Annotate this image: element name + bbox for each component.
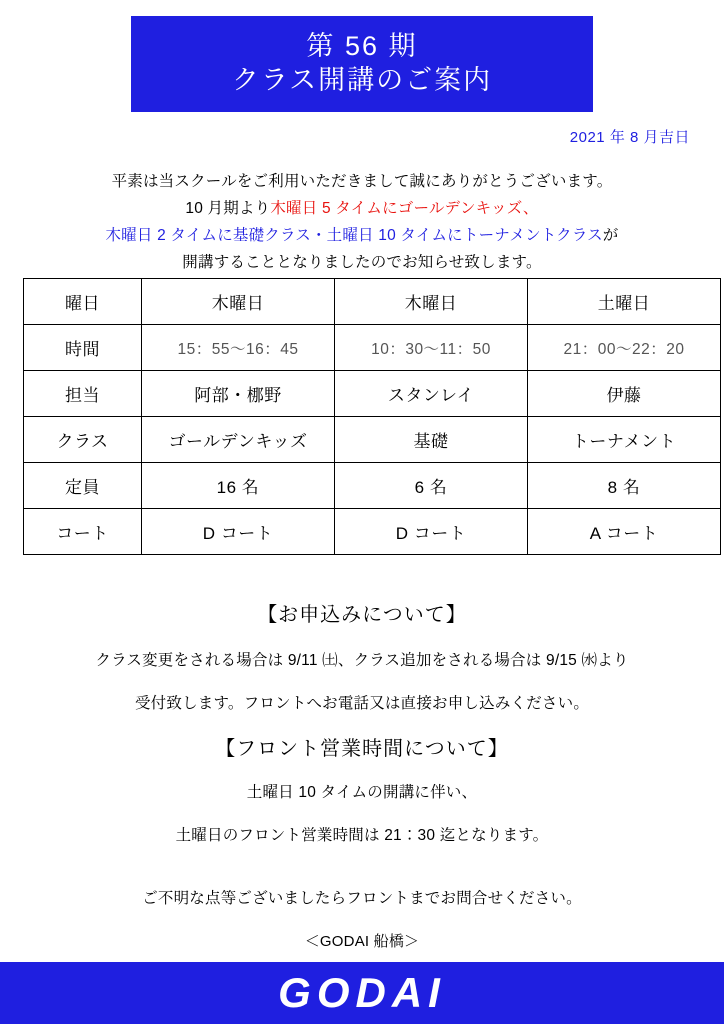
cell-capacity-2: 6 名: [335, 463, 528, 509]
cell-time-2: 10：30〜11：50: [335, 325, 528, 371]
intro-line-3-black: が: [602, 227, 619, 245]
intro-line-2-black: 10 月期より: [185, 200, 271, 218]
cell-time-1: 15：55〜16：45: [142, 325, 335, 371]
cell-class-3: トーナメント: [528, 417, 721, 463]
intro-line-2-red: 木曜日 5 タイムにゴールデンキッズ、: [270, 200, 539, 218]
cell-staff-1: 阿部・梛野: [142, 371, 335, 417]
intro-line-4: [0, 249, 724, 276]
intro-line-3: [0, 222, 724, 249]
table-row: [24, 509, 721, 555]
signature: ＜GODAI 船橋＞: [304, 933, 420, 950]
footer-bar: [0, 962, 724, 1024]
godai-logo: GODAI: [278, 969, 446, 1016]
cell-court-3: A コート: [528, 509, 721, 555]
table-row: [24, 325, 721, 371]
row-header-day: 曜日: [24, 279, 142, 325]
title-banner: [131, 16, 593, 112]
cell-day-2: 木曜日: [335, 279, 528, 325]
row-header-time: 時間: [24, 325, 142, 371]
cell-capacity-3: 8 名: [528, 463, 721, 509]
application-line-2: 受付致します。フロントへお電話又は直接お申し込みください。: [134, 695, 590, 712]
intro-paragraph: [0, 168, 724, 277]
table-row: [24, 463, 721, 509]
intro-line-4-text: 開講することとなりましたのでお知らせ致します。: [182, 254, 542, 272]
cell-class-1: ゴールデンキッズ: [142, 417, 335, 463]
front-desk-heading: 【フロント営業時間について】: [215, 738, 509, 760]
cell-day-1: 木曜日: [142, 279, 335, 325]
cell-staff-3: 伊藤: [528, 371, 721, 417]
intro-line-2: [0, 195, 724, 222]
intro-line-1-text: 平素は当スクールをご利用いただきまして誠にありがとうございます。: [111, 173, 613, 190]
table-row: [24, 371, 721, 417]
cell-court-2: D コート: [335, 509, 528, 555]
contact-note: ご不明な点等ございましたらフロントまでお問合せください。: [142, 890, 582, 907]
front-desk-line-2: 土曜日のフロント営業時間は 21：30 迄となります。: [175, 827, 549, 844]
table-row: [24, 279, 721, 325]
application-heading: 【お申込みについて】: [257, 604, 467, 626]
cell-day-3: 土曜日: [528, 279, 721, 325]
row-header-capacity: 定員: [24, 463, 142, 509]
cell-staff-2: スタンレイ: [335, 371, 528, 417]
cell-class-2: 基礎: [335, 417, 528, 463]
row-header-class: クラス: [24, 417, 142, 463]
intro-line-3-blue: 木曜日 2 タイムに基礎クラス・土曜日 10 タイムにトーナメントクラス: [105, 227, 603, 245]
cell-time-3: 21：00〜22：20: [528, 325, 721, 371]
cell-court-1: D コート: [142, 509, 335, 555]
cell-capacity-1: 16 名: [142, 463, 335, 509]
title-line-1: 第 56 期: [306, 31, 418, 62]
front-desk-line-1: 土曜日 10 タイムの開講に伴い、: [246, 784, 478, 801]
document-date: 2021 年 8 月吉日: [569, 129, 690, 146]
schedule-table: [23, 278, 721, 555]
table-row: [24, 417, 721, 463]
application-line-1: クラス変更をされる場合は 9/11 ㈯、クラス追加をされる場合は 9/15 ㈬より: [95, 652, 629, 669]
row-header-court: コート: [24, 509, 142, 555]
title-line-2: クラス開講のご案内: [231, 65, 493, 95]
row-header-staff: 担当: [24, 371, 142, 417]
intro-line-1: [0, 168, 724, 195]
